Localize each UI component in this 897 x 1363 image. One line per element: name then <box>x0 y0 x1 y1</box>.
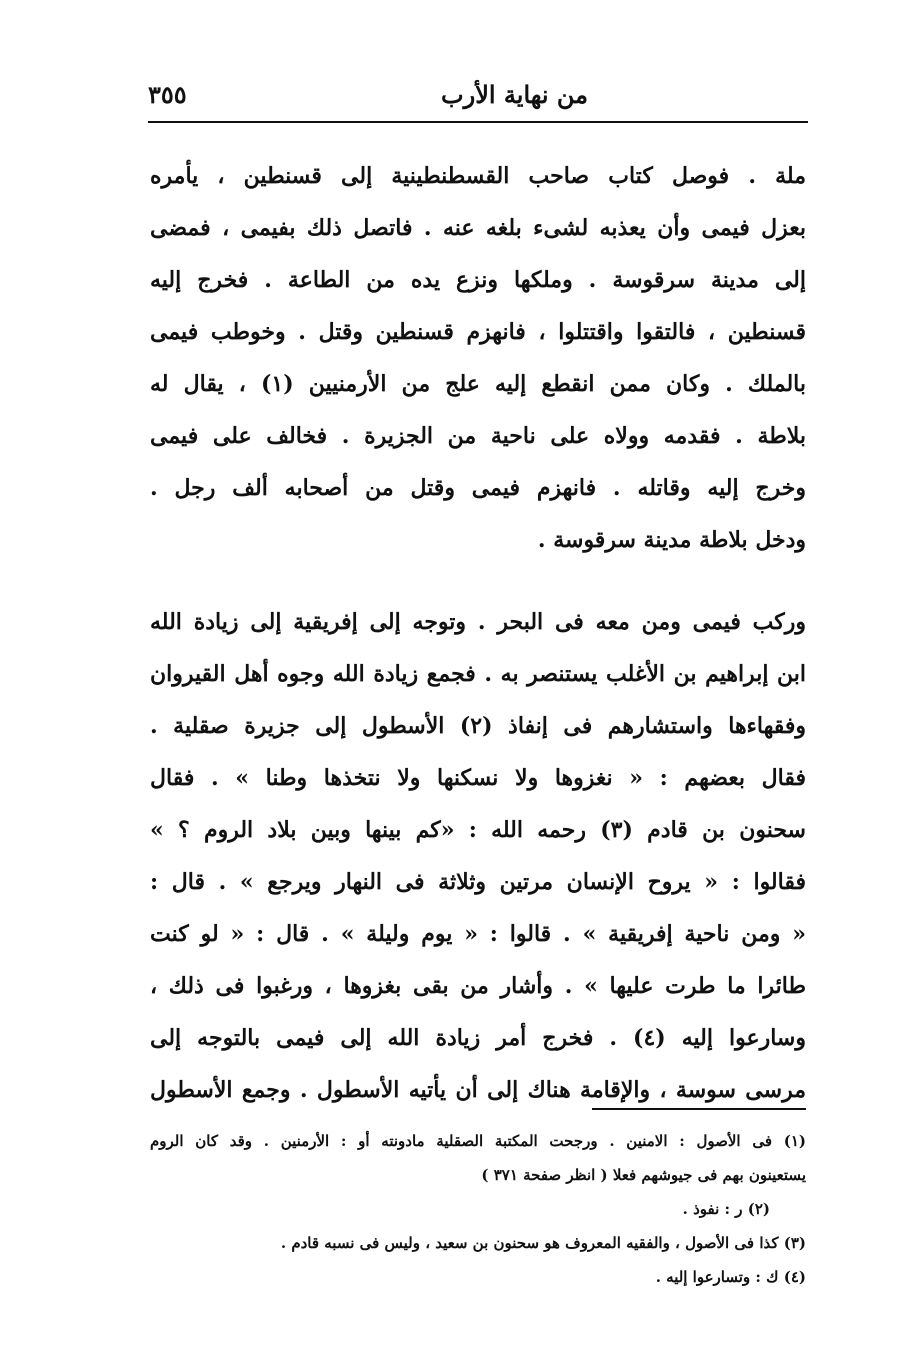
text-line: وسارعوا إليه (٤) . فخرج أمر زيادة الله إلى فيمى بالتوجه إلى <box>150 1025 806 1051</box>
running-title: من نهاية الأرب <box>441 80 588 109</box>
text-line: وخرج إليه وقاتله . فانهزم فيمى وقتل من أصحابه ألف رجل . <box>150 475 806 501</box>
paragraph-2 <box>150 596 806 1116</box>
page-number: ٣٥٥ <box>148 80 187 109</box>
paragraph-1 <box>150 150 806 566</box>
paragraph-gap <box>150 566 806 596</box>
footnote-rule <box>592 1108 806 1110</box>
text-line: وفقهاءها واستشارهم فى إنفاذ (٢) الأسطول إلى جزيرة صقلية . <box>150 713 806 739</box>
text-line: ودخل بلاطة مدينة سرقوسة . <box>537 527 806 553</box>
text-line: طائرا ما طرت عليها » . وأشار من بقى بغزوها ، ورغبوا فى ذلك ، <box>150 973 806 999</box>
text-line: مرسى سوسة ، والإقامة هناك إلى أن يأتيه الأسطول . وجمع الأسطول <box>150 1077 806 1103</box>
text-line: بعزل فيمى وأن يعذبه لشىء بلغه عنه . فاتصل ذلك بفيمى ، فمضى <box>150 215 806 241</box>
text-line: إلى مدينة سرقوسة . وملكها ونزع يده من الطاعة . فخرج إليه <box>150 267 806 293</box>
text-line: بلاطة . فقدمه وولاه على ناحية من الجزيرة . فخالف على فيمى <box>150 423 806 449</box>
text-line: فقال بعضهم : « نغزوها ولا نسكنها ولا نتخذها وطنا » . فقال <box>150 765 806 791</box>
text-line: قسنطين ، فالتقوا واقتتلوا ، فانهزم قسنطين وقتل . وخوطب فيمى <box>150 319 806 345</box>
text-line: بالملك . وكان ممن انقطع إليه علج من الأرمنيين (١) ، يقال له <box>150 371 806 397</box>
footnote-3: (٣) كذا فى الأصول ، والفقيه المعروف هو سحنون بن سعيد ، وليس فى نسبه قادم . <box>280 1234 806 1252</box>
footnote-4: (٤) ك : وتسارعوا إليه . <box>655 1268 806 1286</box>
text-line: « ومن ناحية إفريقية » . قالوا : « يوم وليلة » . قال : « لو كنت <box>150 921 806 947</box>
main-text <box>150 150 806 1116</box>
footnote-1: (١) فى الأصول : الامنين . ورجحت المكتبة الصقلية مادونته أو : الأرمنين . وقد كان الروم <box>150 1132 806 1150</box>
running-header <box>148 72 808 120</box>
text-line: ابن إبراهيم بن الأغلب يستنصر به . فجمع زيادة الله وجوه أهل القيروان <box>150 661 806 687</box>
footnotes <box>150 1124 806 1294</box>
text-line: وركب فيمى ومن معه فى البحر . وتوجه إلى إفريقية إلى زيادة الله <box>150 609 806 635</box>
text-line: فقالوا : « يروح الإنسان مرتين وثلاثة فى النهار ويرجع » . قال : <box>150 869 806 895</box>
header-rule <box>148 121 808 123</box>
footnote-2: (٢) ر : نفوذ . <box>682 1200 770 1218</box>
text-line: سحنون بن قادم (٣) رحمه الله : «كم بينها وبين بلاد الروم ؟ » <box>150 817 806 843</box>
footnote-1-continued: يستعينون بهم فى جيوشهم فعلا ( انظر صفحة ٣٧١ ) <box>481 1166 806 1184</box>
text-line: ملة . فوصل كتاب صاحب القسطنطينية إلى قسنطين ، يأمره <box>150 163 806 189</box>
